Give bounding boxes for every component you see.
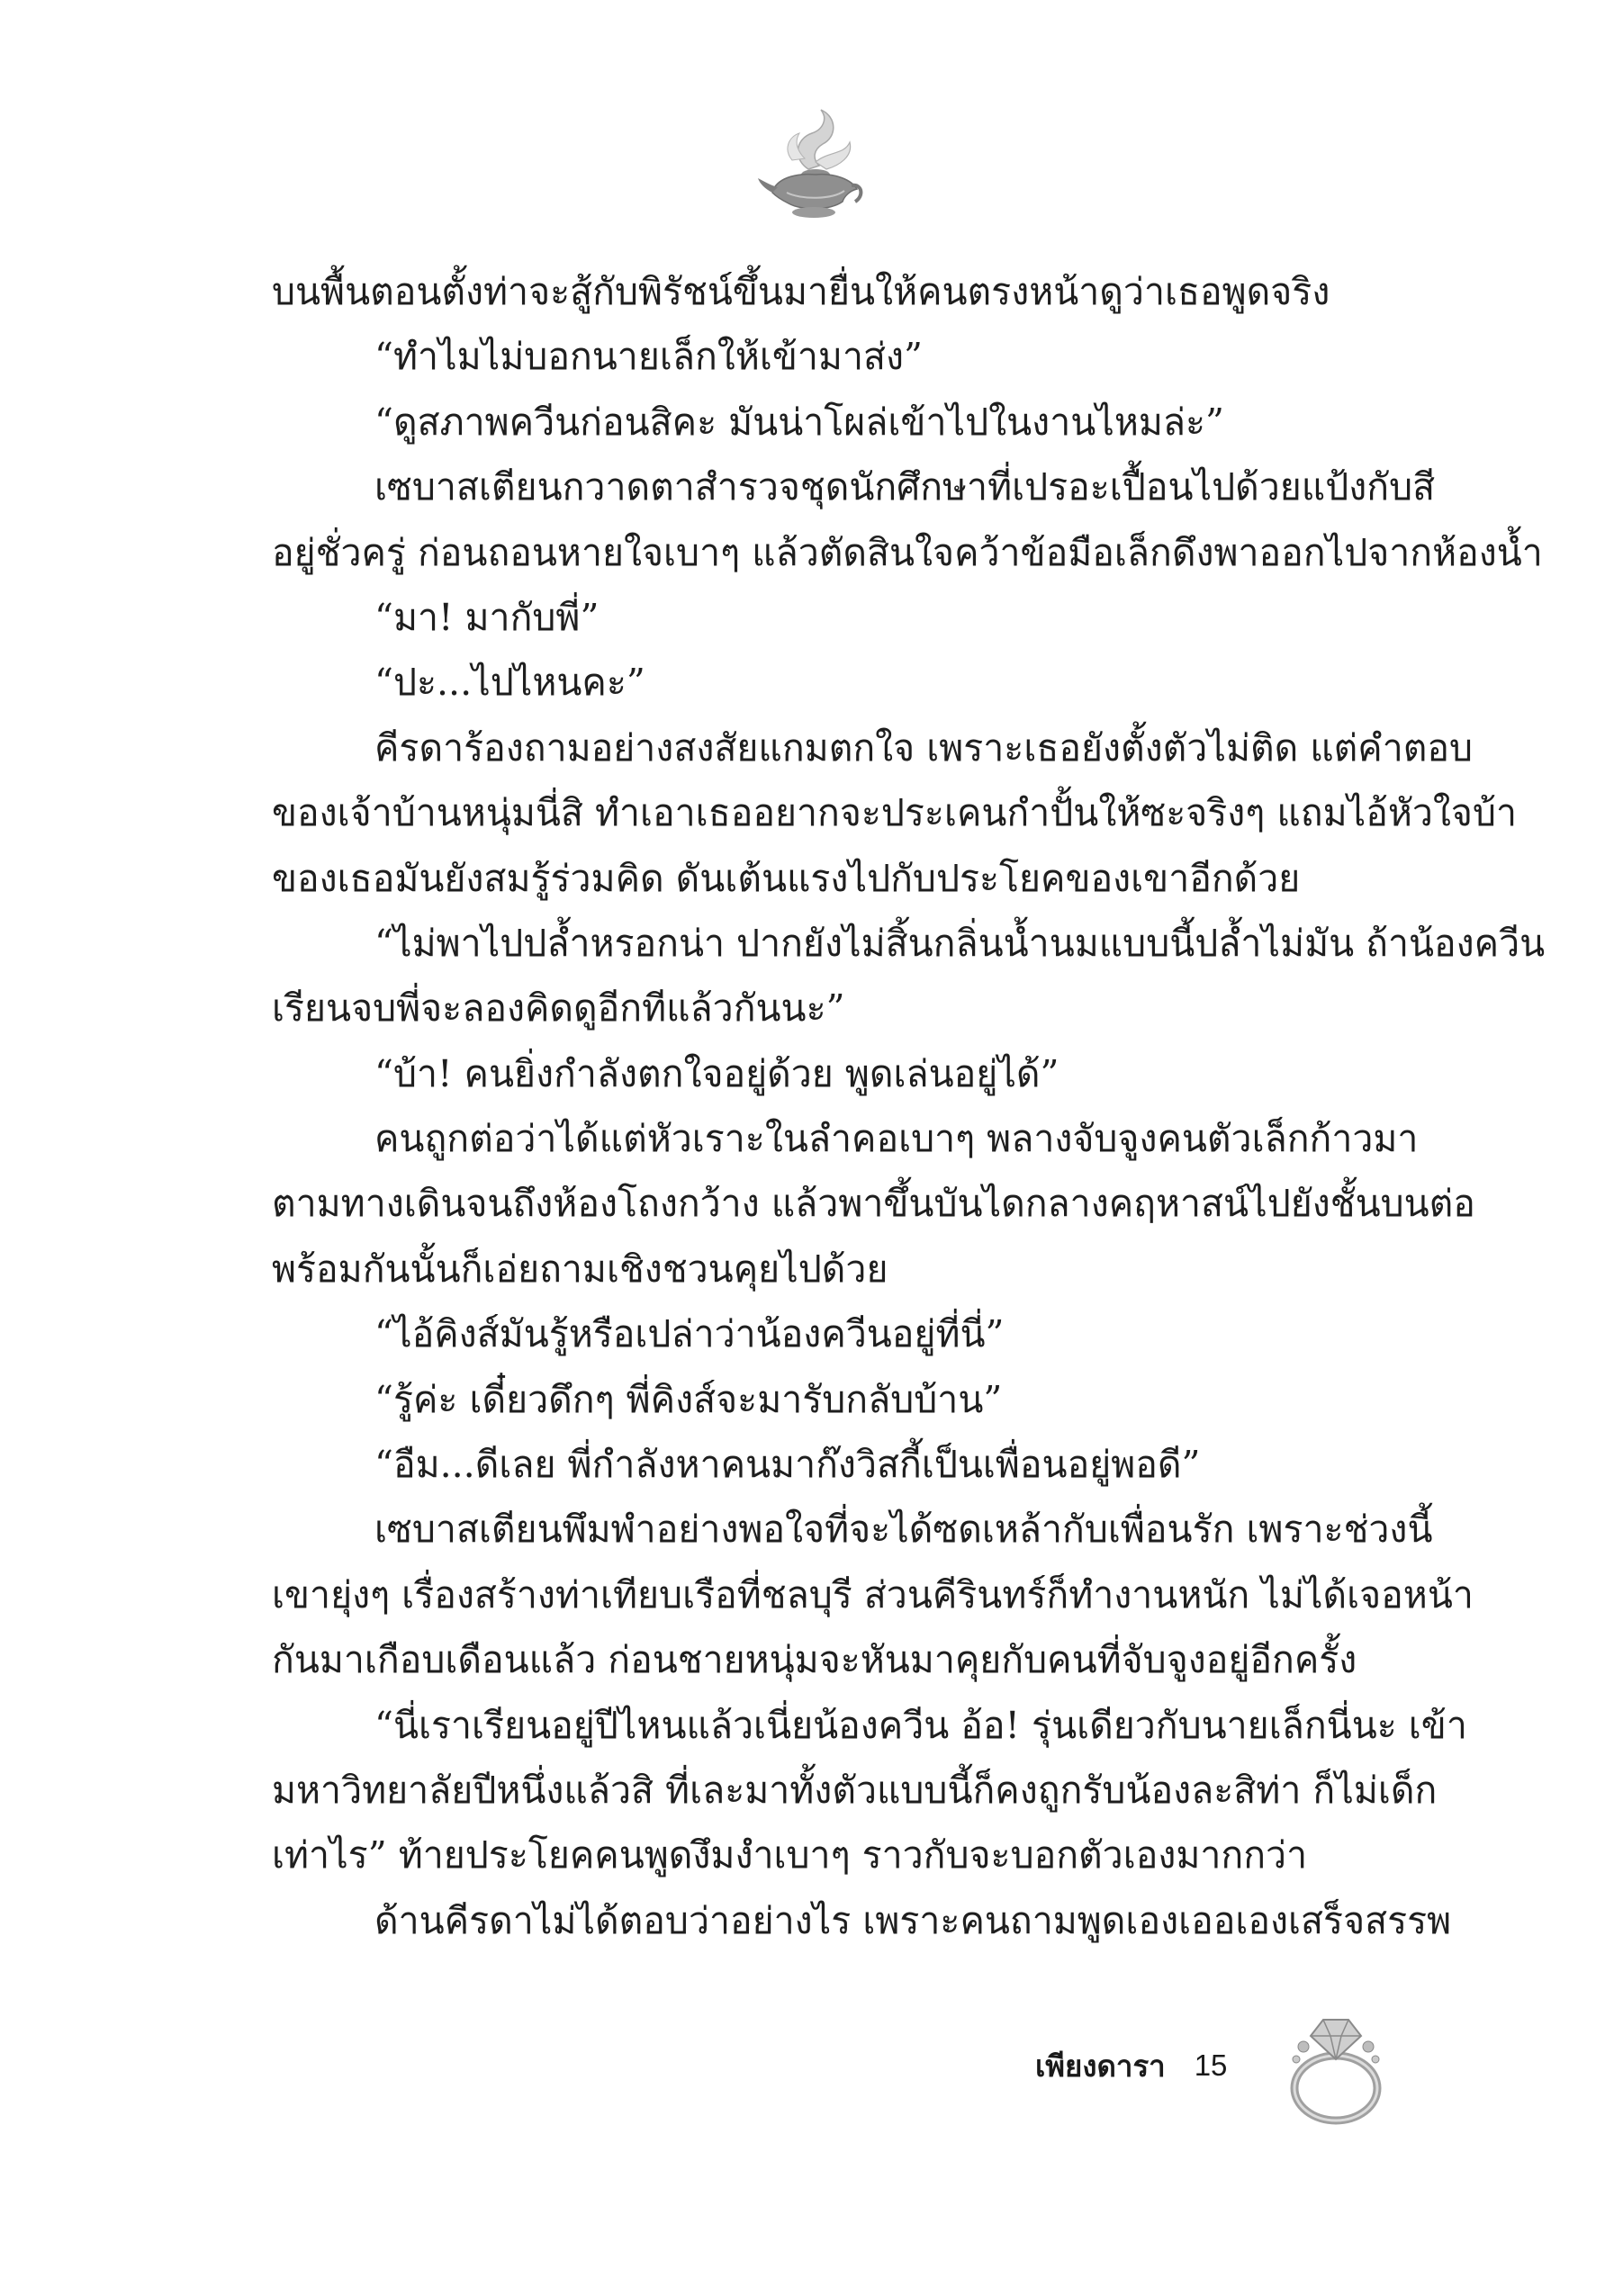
- text-line: “รู้ค่ะ เดี๋ยวดึกๆ พี่คิงส์จะมารับกลับบ้าน”: [374, 1377, 1003, 1421]
- text-line: มหาวิทยาลัยปีหนึ่งแล้วสิ ที่เละมาทั้งตัวแบบนี้ก็คงถูกรับน้องละสิท่า ก็ไม่เด็ก: [272, 1768, 1438, 1812]
- text-line: “บ้า! คนยิ่งกำลังตกใจอยู่ด้วย พูดเล่นอยู่ได้”: [374, 1051, 1059, 1095]
- text-line: กันมาเกือบเดือนแล้ว ก่อนชายหนุ่มจะหันมาคุยกับคนที่จับจูงอยู่อีกครั้ง: [272, 1638, 1357, 1682]
- text-line: “ไม่พาไปปล้ำหรอกน่า ปากยังไม่สิ้นกลิ่นน้ำนมแบบนี้ปล้ำไม่มัน ถ้าน้องควีน: [374, 921, 1546, 965]
- text-line: เซบาสเตียนพึมพำอย่างพอใจที่จะได้ซดเหล้ากับเพื่อนรัก เพราะช่วงนี้: [374, 1508, 1433, 1552]
- text-line: “ดูสภาพควีนก่อนสิคะ มันน่าโผล่เข้าไปในงานไหมล่ะ”: [374, 400, 1225, 444]
- text-line: เขายุ่งๆ เรื่องสร้างท่าเทียบเรือที่ชลบุรี ส่วนคีรินทร์ก็ทำงานหนัก ไม่ได้เจอหน้า: [272, 1572, 1474, 1616]
- text-line: คนถูกต่อว่าได้แต่หัวเราะในลำคอเบาๆ พลางจับจูงคนตัวเล็กก้าวมา: [374, 1117, 1419, 1161]
- book-title: เพียงดารา: [1035, 2048, 1166, 2084]
- text-line: เท่าไร” ท้ายประโยคคนพูดงึมงำเบาๆ ราวกับจะบอกตัวเองมากกว่า: [272, 1833, 1308, 1877]
- text-line: ตามทางเดินจนถึงห้องโถงกว้าง แล้วพาขึ้นบันไดกลางคฤหาสน์ไปยังชั้นบนต่อ: [272, 1182, 1475, 1226]
- text-line: ด้านคีรดาไม่ได้ตอบว่าอย่างไร เพราะคนถามพูดเองเออเองเสร็จสรรพ: [374, 1898, 1452, 1942]
- text-line: “มา! มากับพี่”: [374, 595, 600, 639]
- text-line: ของเจ้าบ้านหนุ่มนี่สิ ทำเอาเธออยากจะประเคนกำปั้นให้ซะจริงๆ แถมไอ้หัวใจบ้า: [272, 791, 1517, 835]
- text-line: พร้อมกันนั้นก็เอ่ยถามเชิงชวนคุยไปด้วย: [272, 1247, 888, 1291]
- text-line: “นี่เราเรียนอยู่ปีไหนแล้วเนี่ยน้องควีน อ้อ! รุ่นเดียวกับนายเล็กนี่นะ เข้า: [374, 1703, 1467, 1747]
- magic-lamp-icon: [756, 106, 864, 232]
- diamond-ring-icon: [1276, 2000, 1393, 2135]
- text-line: “อืม...ดีเลย พี่กำลังหาคนมาก๊งวิสกี้เป็นเพื่อนอยู่พอดี”: [374, 1443, 1201, 1487]
- page-number: 15: [1194, 2048, 1228, 2082]
- text-line: ของเธอมันยังสมรู้ร่วมคิด ดันเต้นแรงไปกับประโยคของเขาอีกด้วย: [272, 856, 1301, 900]
- text-line: “ปะ...ไปไหนคะ”: [374, 661, 645, 705]
- text-line: “ไอ้คิงส์มันรู้หรือเปล่าว่าน้องควีนอยู่ที่นี่”: [374, 1312, 1005, 1356]
- page-footer: [1035, 2025, 1227, 2106]
- text-line: เรียนจบพี่จะลองคิดดูอีกทีแล้วกันนะ”: [272, 986, 845, 1031]
- text-line: คีรดาร้องถามอย่างสงสัยแกมตกใจ เพราะเธอยังตั้งตัวไม่ติด แต่คำตอบ: [374, 725, 1474, 770]
- text-line: เซบาสเตียนกวาดตาสำรวจชุดนักศึกษาที่เปรอะเปื้อนไปด้วยแป้งกับสี: [374, 465, 1436, 509]
- body-text: [272, 259, 1546, 1953]
- text-line: “ทำไมไม่บอกนายเล็กให้เข้ามาส่ง”: [374, 335, 923, 379]
- text-line: บนพื้นตอนตั้งท่าจะสู้กับพิรัชน์ขึ้นมายื่นให้คนตรงหน้าดูว่าเธอพูดจริง: [272, 270, 1330, 313]
- text-line: อยู่ชั่วครู่ ก่อนถอนหายใจเบาๆ แล้วตัดสินใจคว้าข้อมือเล็กดึงพาออกไปจากห้องน้ำ: [272, 530, 1543, 574]
